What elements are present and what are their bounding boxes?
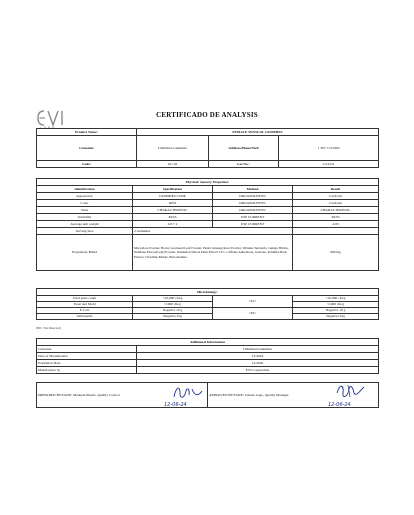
product-name-value: FEMALE SENSUAL GUMMIES xyxy=(137,129,379,136)
row-identification: Taste xyxy=(37,207,133,214)
micro-spec: Negative 25g xyxy=(133,314,213,320)
micro-spec: <1000 cfu/g xyxy=(133,302,213,308)
lot-value: 1112241 xyxy=(279,161,379,168)
proprietary-blend-ingredients: Maca Root Powder, Horny Goatweed Leaf Powder, Panax Ginseng Root Powder, Tribulus Terrestris, Ginkgo Biloba, Damiana Extract(Leaf) Powder, Dandelion Whole Plant Extract 10:1, Caffeine Anhydrous, Guarana, Yohimbe Bark Extract, Citrulline Malate, Beta Alanine. xyxy=(133,235,293,271)
serving-size-label: Serving Size xyxy=(37,228,133,235)
approved-by-text: APPROVED BY/DATE: Liliana Lugo, Quality Manager xyxy=(209,392,289,397)
row-specification: PASS xyxy=(133,214,213,221)
product-name-label: Product Name: xyxy=(37,129,137,136)
row-method: USP CURRENT xyxy=(213,214,293,221)
not-detected-note: (ND : Not Detected) xyxy=(36,326,61,330)
row-identification: Solubility xyxy=(37,214,133,221)
row-identification: Average unit weight xyxy=(37,221,133,228)
micro-result: <10,000 cfu/g xyxy=(293,296,379,302)
table-row xyxy=(37,207,379,214)
row-identification: Appearance xyxy=(37,193,133,200)
product-info-table xyxy=(36,128,379,168)
col-header-identification: Identification xyxy=(37,186,133,193)
additional-label: Date of Manufacture: xyxy=(37,353,137,360)
additional-label: Expiration Date xyxy=(37,360,137,367)
address-label: Address/Phone/Web xyxy=(209,136,279,161)
additional-value: 12/2026 xyxy=(137,360,379,367)
additional-info-table xyxy=(36,338,379,374)
prepared-signature xyxy=(168,383,208,403)
micro-method-61: <61> xyxy=(213,296,293,308)
additional-value: 12/2024 xyxy=(137,353,379,360)
prepared-date-handwritten: 12-06-24 xyxy=(164,402,187,408)
micro-test: Yeast and Mold xyxy=(37,302,133,308)
proprietary-blend-label: Proprietary Blend xyxy=(37,235,133,271)
table-row xyxy=(37,346,379,353)
prepared-by-text: PREPARED BY/DATE: Manuela Pineda, Quality Control xyxy=(38,392,120,397)
table-row xyxy=(37,314,379,320)
row-result: 4.83 xyxy=(293,221,379,228)
table-row xyxy=(37,214,379,221)
code-label: Code: xyxy=(37,161,137,168)
logo-subtext: LABS xyxy=(40,125,57,130)
document-title: CERTIFICADO DE ANALYSIS xyxy=(156,111,258,119)
micro-result: <1000 cfu/g xyxy=(293,302,379,308)
micro-test: Salmonella xyxy=(37,314,133,320)
physical-section-title: Physical/ Sensory Properties: xyxy=(37,179,379,186)
additional-label: Customer xyxy=(37,346,137,353)
row-specification: RED xyxy=(133,200,213,207)
row-method: USP CURRENT xyxy=(213,221,293,228)
row-specification: 4.8 ± 2 xyxy=(133,221,213,228)
row-specification: CHARACTERISTIC xyxy=(133,207,213,214)
code-value: UG 02 xyxy=(137,161,209,168)
row-result: PASS xyxy=(293,214,379,221)
row-method: ORGANOLEPTIC xyxy=(213,207,293,214)
row-method: ORGANOLEPTIC xyxy=(213,193,293,200)
additional-value: EVI Corporation xyxy=(137,367,379,374)
col-header-method: Method xyxy=(213,186,293,193)
table-row xyxy=(37,360,379,367)
physical-properties-table xyxy=(36,178,379,271)
lot-label: Lot No.: xyxy=(209,161,279,168)
additional-section-title: Additional Information xyxy=(37,339,379,346)
table-row xyxy=(37,200,379,207)
additional-value: Unlimited Gummies xyxy=(137,346,379,353)
additional-label: Manufacture by xyxy=(37,367,137,374)
microbiology-table xyxy=(36,288,379,320)
proprietary-blend-result: 900 mg xyxy=(293,235,379,271)
micro-test: E Coli xyxy=(37,308,133,314)
micro-result: Negative 25g xyxy=(293,314,379,320)
table-row xyxy=(37,221,379,228)
address-value: 1 305 713 9400 xyxy=(279,136,379,161)
approved-date-handwritten: 12-06-24 xyxy=(328,402,351,408)
micro-spec: <10,000 cfu/g xyxy=(133,296,213,302)
row-result: CHARACTERISTIC xyxy=(293,207,379,214)
approved-signature xyxy=(334,381,368,401)
table-row xyxy=(37,367,379,374)
row-result: Conform xyxy=(293,200,379,207)
customer-value: Unlimited Gummies xyxy=(137,136,209,161)
col-header-result: Result xyxy=(293,186,379,193)
table-row xyxy=(37,353,379,360)
empty-cell xyxy=(293,228,379,235)
row-identification: Color xyxy=(37,200,133,207)
serving-size-value: 2 Gummies xyxy=(133,228,293,235)
micro-test: Total plate count xyxy=(37,296,133,302)
table-row xyxy=(37,193,379,200)
micro-spec: Negative 10 g xyxy=(133,308,213,314)
row-result: Conform xyxy=(293,193,379,200)
col-header-specification: Specification xyxy=(133,186,213,193)
micro-method-62: <62> xyxy=(213,308,293,320)
row-specification: GUMMIES CUBE xyxy=(133,193,213,200)
micro-result: Negative 10 g xyxy=(293,308,379,314)
customer-label: Customer xyxy=(37,136,137,161)
microbiology-section-title: Microbiology: xyxy=(37,289,379,296)
row-method: ORGANOLEPTIC xyxy=(213,200,293,207)
